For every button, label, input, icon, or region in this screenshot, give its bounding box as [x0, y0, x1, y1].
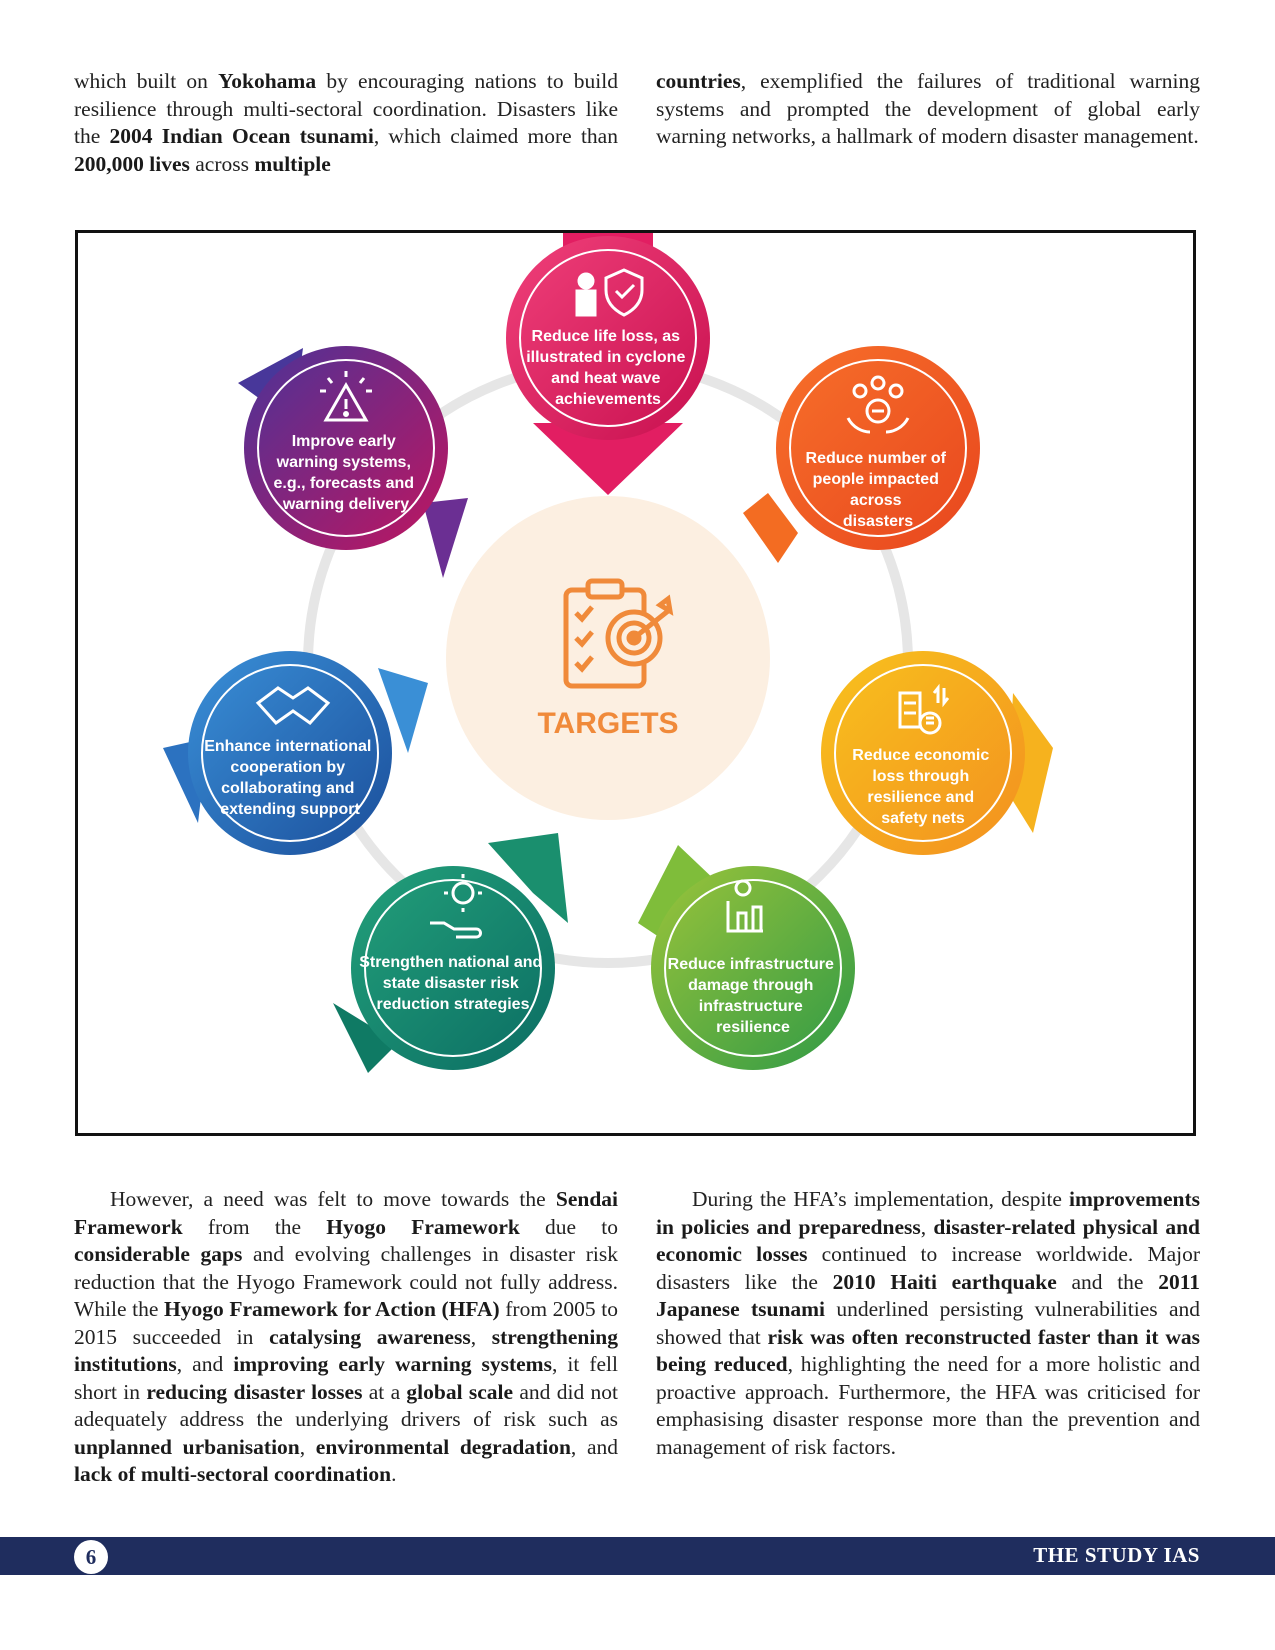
svg-text:Reduce number of people: Reduce number of people impacted across disasters: [805, 450, 947, 530]
targets-infographic: [75, 230, 1196, 1136]
node-improve-early-warning: [238, 346, 468, 578]
center-circle: [446, 496, 770, 820]
page-number: 6: [74, 1540, 108, 1574]
top-left-paragraph: which built on Yokohama by encouraging nations to build resilience through multi-sectoral coordination. Disasters like the 2004 Indian Ocean tsunami, which claimed more than 200,000 lives across multiple: [74, 69, 618, 176]
svg-text:Enhance international co: Enhance international cooperation by collaborating and extending support: [204, 738, 372, 818]
top-right-paragraph: countries, exemplified the failures of traditional warning systems and prompted the development of global early warning networks, a hallmark of modern disaster management.: [656, 69, 1200, 148]
node-reduce-people-impacted: [743, 346, 980, 563]
svg-text:Strengthen national and: Strengthen national and state disaster risk reduction strategies: [359, 954, 543, 1013]
bottom-left-paragraph: However, a need was felt to move towards the Sendai Framework from the Hyogo Framework due to considerable gaps and evolving challenges in disaster risk reduction that the Hyogo Framework could not fully address. While the Hyogo Framework for Action (HFA) from 2005 to 2015 succeeded in catalysing awareness, strengthening institutions, and improving early warning systems, it fell short in reducing disaster losses at a global scale and did not adequately address the underlying drivers of risk such as unplanned urbanisation, environmental degradation, and lack of multi-sectoral coordination.: [74, 1187, 618, 1486]
node-strengthen-strategies: [333, 833, 568, 1073]
svg-text:Improve early warning sy: Improve early warning systems, e.g., forecasts and warning delivery: [273, 433, 415, 513]
targets-label: TARGETS: [537, 707, 679, 740]
node-reduce-economic-loss: [821, 651, 1053, 855]
node-reduce-life-loss: [506, 233, 710, 495]
svg-text:Reduce infrastructure da: Reduce infrastructure damage through infrastructure resilience: [667, 956, 834, 1036]
svg-text:Reduce economic loss thr: Reduce economic loss through resilience and safety nets: [852, 747, 990, 827]
bottom-right-paragraph: During the HFA’s implementation, despite improvements in policies and preparedness, disaster-related physical and economic losses continued to increase worldwide. Major disasters like the 2010 Haiti earthquake and the 2011 Japanese tsunami underlined persisting vulnerabilities and showed that risk was often reconstructed faster than it was being reduced, highlighting the need for a more holistic and proactive approach. Furthermore, the HFA was criticised for emphasising disaster response more than the prevention and management of risk factors.: [656, 1187, 1201, 1459]
svg-text:Reduce life loss, as ill: Reduce life loss, as illustrated in cyclone and heat wave achievements: [526, 328, 686, 408]
node-enhance-cooperation: [163, 651, 428, 855]
brand-name: THE STUDY IAS: [1033, 1543, 1200, 1567]
